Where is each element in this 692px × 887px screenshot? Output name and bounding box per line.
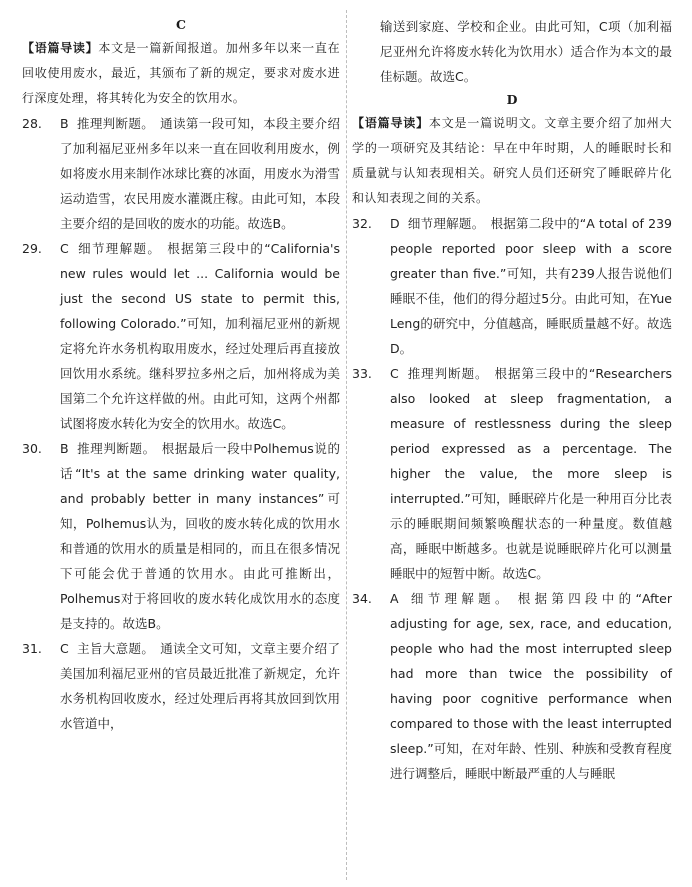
left-column bbox=[22, 14, 340, 736]
answer-31-continuation: 输送到家庭、学校和企业。由此可知，C项（加利福尼亚州允许将废水转化为饮用水）适合作为本文的最佳标题。故选C。 bbox=[380, 19, 672, 84]
question-type: 细节理解题。 bbox=[406, 591, 512, 606]
question-number: 30. bbox=[22, 441, 42, 456]
question-number: 34. bbox=[352, 591, 372, 606]
answer-item-29 bbox=[22, 236, 340, 436]
section-c-title: C bbox=[176, 17, 186, 32]
explanation-text: 通读全文可知，文章主要介绍了美国加利福尼亚州的官员最近批准了新规定，允许水务机构回收废水，经过处理后再将其放回到饮用水管道中， bbox=[60, 641, 340, 731]
intro-label: 【语篇导读】 bbox=[22, 41, 99, 55]
right-column bbox=[352, 14, 672, 786]
question-number: 28. bbox=[22, 116, 42, 131]
explanation-text: 根据第三段中的“Researchers also looked at sleep fragmentation, a measure of restlessness during the sleep period expressed as a percentage. The higher the value, the more sleep is interrupted.”可知，睡眠碎片化是一种用百分比表示的睡眠期间频繁唤醒状态的一种量度。数值越高，睡眠中断越多。也就是说睡眠碎片化可以测量睡眠中的短暂中断。故选C。 bbox=[390, 366, 672, 581]
answer-letter: C bbox=[60, 641, 69, 656]
answer-letter: B bbox=[60, 116, 69, 131]
answer-letter: C bbox=[390, 366, 399, 381]
question-number: 32. bbox=[352, 216, 372, 231]
intro-text: 本文是一篇新闻报道。加州多年以来一直在回收使用废水，最近，其颁布了新的规定，要求对废水进行深度处理，将其转化为安全的饮用水。 bbox=[22, 41, 340, 105]
answer-letter: C bbox=[60, 241, 69, 256]
answer-letter: A bbox=[390, 591, 399, 606]
section-c-intro bbox=[22, 36, 340, 111]
question-type: 推理判断题。 bbox=[406, 366, 489, 381]
intro-label: 【语篇导读】 bbox=[352, 116, 429, 130]
answer-item-30 bbox=[22, 436, 340, 636]
answer-letter: D bbox=[390, 216, 400, 231]
answer-item-31 bbox=[22, 636, 340, 736]
explanation-text: 通读第一段可知，本段主要介绍了加利福尼亚州多年以来一直在回收利用废水，例如将废水用来制作冰球比赛的冰面，用废水为滑雪运动造雪，农民用废水灌溉庄稼。由此可知，本段主要介绍的是回收的废水的功能。故选B。 bbox=[60, 116, 340, 231]
explanation-text: 根据第二段中的“A total of 239 people reported poor sleep with a score greater than five.”可知，共有239人报告说他们睡眠不佳，他们的得分超过5分。由此可知，在Yue Leng的研究中，分值越高，睡眠质量越不好。故选D。 bbox=[390, 216, 672, 356]
explanation-text: 根据第三段中的“California's new rules would let ... California would be just the second US state to permit this, following Colorado.”可知，加利福尼亚州的新规定将允许水务机构取用废水，经过处理后再直接放回饮用水系统。继科罗拉多州之后，加州将成为美国第二个允许这样做的州。由此可知，这两个州都试图将废水转化为安全的饮用水。故选C。 bbox=[60, 241, 340, 431]
answer-item-33 bbox=[352, 361, 672, 586]
explanation-text: 根据第四段中的“After adjusting for age, sex, race, and education, people who had the most interrupted sleep had more than twice the possibility of having poor cognitive performance when compared to those with the least interrupted sleep.”可知，在对年龄、性别、种族和受教育程度进行调整后，睡眠中断最严重的人与睡眠 bbox=[390, 591, 672, 781]
answer-letter: B bbox=[60, 441, 69, 456]
question-type: 细节理解题。 bbox=[76, 241, 162, 256]
question-type: 主旨大意题。 bbox=[76, 641, 155, 656]
question-type: 推理判断题。 bbox=[76, 116, 155, 131]
question-number: 31. bbox=[22, 641, 42, 656]
column-divider bbox=[346, 10, 347, 880]
question-type: 推理判断题。 bbox=[76, 441, 156, 456]
answer-item-34 bbox=[352, 586, 672, 786]
intro-text: 本文是一篇说明文。文章主要介绍了加州大学的一项研究及其结论：早在中年时期，人的睡眠时长和质量就与认知表现相关。研究人员们还研究了睡眠碎片化和认知表现之间的关系。 bbox=[352, 116, 672, 205]
answer-item-28 bbox=[22, 111, 340, 236]
section-d-title: D bbox=[506, 92, 518, 107]
question-number: 29. bbox=[22, 241, 42, 256]
explanation-text: 根据最后一段中Polhemus说的话“It's at the same drinking water quality, and probably better in many instances”可知，Polhemus认为，回收的废水转化成的饮用水和普通的饮用水的质量是相同的，而且在很多情况下可能会优于普通的饮用水。由此可推断出，Polhemus对于将回收的废水转化成饮用水的态度是支持的。故选B。 bbox=[60, 441, 340, 631]
answer-item-32 bbox=[352, 211, 672, 361]
section-d-intro bbox=[352, 111, 672, 211]
question-number: 33. bbox=[352, 366, 372, 381]
question-type: 细节理解题。 bbox=[407, 216, 485, 231]
